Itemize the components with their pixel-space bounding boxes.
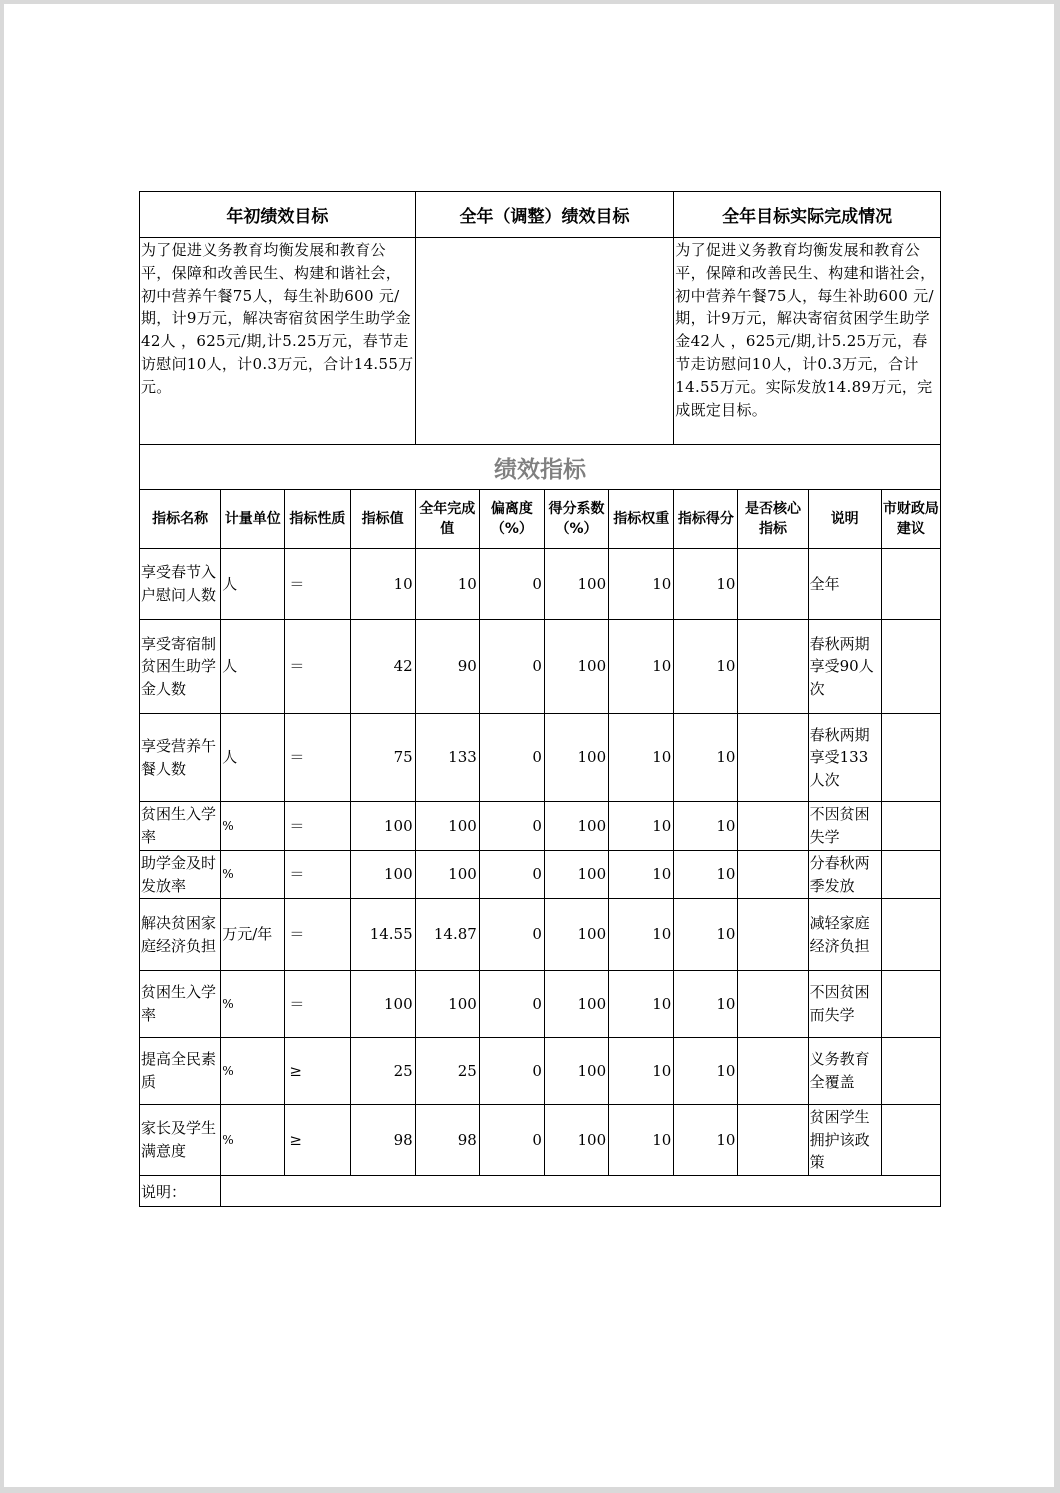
adjusted-goal-text (415, 238, 674, 445)
cell-unit: % (221, 802, 285, 851)
column-header-target-value: 指标值 (350, 490, 415, 549)
cell-nature: ＝ (285, 620, 350, 714)
cell-unit: % (221, 971, 285, 1038)
cell-advice (881, 549, 940, 620)
cell-advice (881, 714, 940, 802)
cell-name: 享受营养午餐人数 (140, 714, 221, 802)
cell-actual: 14.87 (415, 899, 479, 971)
cell-coef: 100 (544, 851, 608, 899)
cell-name: 贫困生入学率 (140, 971, 221, 1038)
cell-score: 10 (674, 802, 738, 851)
cell-advice (881, 899, 940, 971)
cell-deviation: 0 (479, 851, 544, 899)
cell-coef: 100 (544, 1105, 608, 1176)
cell-actual: 98 (415, 1105, 479, 1176)
cell-unit: % (221, 1105, 285, 1176)
column-header-unit: 计量单位 (221, 490, 285, 549)
cell-deviation: 0 (479, 1038, 544, 1105)
cell-nature: ＝ (285, 971, 350, 1038)
cell-unit: 万元/年 (221, 899, 285, 971)
column-header-weight: 指标权重 (609, 490, 674, 549)
column-header-annual-actual: 全年完成值 (415, 490, 479, 549)
cell-unit: % (221, 851, 285, 899)
cell-coef: 100 (544, 971, 608, 1038)
cell-coef: 100 (544, 1038, 608, 1105)
table-row (140, 1105, 941, 1176)
table-row (140, 851, 941, 899)
cell-deviation: 0 (479, 549, 544, 620)
cell-deviation: 0 (479, 620, 544, 714)
cell-weight: 10 (609, 899, 674, 971)
cell-weight: 10 (609, 714, 674, 802)
cell-coef: 100 (544, 549, 608, 620)
column-header-score-coefficient: 得分系数（%） (544, 490, 608, 549)
cell-deviation: 0 (479, 802, 544, 851)
table-row (140, 971, 941, 1038)
cell-score: 10 (674, 549, 738, 620)
column-header-indicator-name: 指标名称 (140, 490, 221, 549)
table-row (140, 802, 941, 851)
cell-core (738, 1105, 808, 1176)
table-row (140, 549, 941, 620)
column-header-deviation: 偏离度（%） (479, 490, 544, 549)
cell-weight: 10 (609, 1038, 674, 1105)
cell-coef: 100 (544, 899, 608, 971)
cell-deviation: 0 (479, 971, 544, 1038)
cell-note: 全年 (808, 549, 881, 620)
footer-note-label: 说明： (140, 1176, 221, 1207)
cell-note: 贫困学生拥护该政策 (808, 1105, 881, 1176)
cell-nature: ＝ (285, 802, 350, 851)
table-row (140, 714, 941, 802)
cell-actual: 25 (415, 1038, 479, 1105)
footer-note-content (221, 1176, 941, 1207)
cell-coef: 100 (544, 714, 608, 802)
cell-advice (881, 971, 940, 1038)
cell-score: 10 (674, 851, 738, 899)
cell-target: 10 (350, 549, 415, 620)
cell-name: 助学金及时发放率 (140, 851, 221, 899)
cell-advice (881, 851, 940, 899)
cell-advice (881, 802, 940, 851)
cell-nature: ≥ (285, 1105, 350, 1176)
column-header-finance-advice: 市财政局建议 (881, 490, 940, 549)
cell-nature: ＝ (285, 851, 350, 899)
cell-score: 10 (674, 620, 738, 714)
cell-score: 10 (674, 1105, 738, 1176)
cell-target: 100 (350, 851, 415, 899)
cell-deviation: 0 (479, 714, 544, 802)
cell-unit: % (221, 1038, 285, 1105)
document-page (4, 4, 1054, 1487)
cell-note: 义务教育全覆盖 (808, 1038, 881, 1105)
cell-weight: 10 (609, 1105, 674, 1176)
table-row (140, 1038, 941, 1105)
cell-target: 100 (350, 802, 415, 851)
table-row (140, 620, 941, 714)
column-header-row (140, 490, 941, 549)
cell-core (738, 971, 808, 1038)
cell-core (738, 802, 808, 851)
cell-note: 春秋两期享受133人次 (808, 714, 881, 802)
cell-name: 贫困生入学率 (140, 802, 221, 851)
header-initial-goal: 年初绩效目标 (140, 192, 416, 238)
indicator-rows (140, 549, 941, 1176)
performance-table (139, 191, 941, 1207)
cell-note: 分春秋两季发放 (808, 851, 881, 899)
cell-name: 家长及学生满意度 (140, 1105, 221, 1176)
cell-name: 解决贫困家庭经济负担 (140, 899, 221, 971)
table-row (140, 899, 941, 971)
cell-target: 42 (350, 620, 415, 714)
cell-core (738, 620, 808, 714)
cell-unit: 人 (221, 714, 285, 802)
cell-actual: 90 (415, 620, 479, 714)
column-header-score: 指标得分 (674, 490, 738, 549)
cell-weight: 10 (609, 549, 674, 620)
cell-deviation: 0 (479, 1105, 544, 1176)
column-header-note: 说明 (808, 490, 881, 549)
cell-note: 春秋两期享受90人次 (808, 620, 881, 714)
cell-nature: ＝ (285, 899, 350, 971)
cell-name: 提高全民素质 (140, 1038, 221, 1105)
cell-coef: 100 (544, 620, 608, 714)
cell-note: 不因贫困失学 (808, 802, 881, 851)
cell-weight: 10 (609, 620, 674, 714)
cell-target: 98 (350, 1105, 415, 1176)
cell-target: 14.55 (350, 899, 415, 971)
cell-target: 75 (350, 714, 415, 802)
cell-score: 10 (674, 1038, 738, 1105)
cell-core (738, 549, 808, 620)
cell-target: 25 (350, 1038, 415, 1105)
cell-deviation: 0 (479, 899, 544, 971)
cell-name: 享受寄宿制贫困生助学金人数 (140, 620, 221, 714)
cell-advice (881, 1038, 940, 1105)
cell-core (738, 714, 808, 802)
cell-actual: 10 (415, 549, 479, 620)
header-actual-completion: 全年目标实际完成情况 (674, 192, 941, 238)
cell-advice (881, 620, 940, 714)
column-header-is-core: 是否核心指标 (738, 490, 808, 549)
cell-nature: ≥ (285, 1038, 350, 1105)
cell-actual: 100 (415, 802, 479, 851)
cell-core (738, 1038, 808, 1105)
cell-target: 100 (350, 971, 415, 1038)
actual-completion-text: 为了促进义务教育均衡发展和教育公平，保障和改善民生、构建和谐社会， 初中营养午餐75人，每生补助600 元/期，计9万元，解决寄宿贫困学生助学金42人 ，625元/期,计5.25万元，春节走访慰问10人，计0.3万元，合计14.55万元。实际发放14.89万元，完成既定目标。 (674, 238, 941, 445)
cell-coef: 100 (544, 802, 608, 851)
cell-actual: 100 (415, 971, 479, 1038)
cell-nature: ＝ (285, 714, 350, 802)
cell-core (738, 851, 808, 899)
cell-unit: 人 (221, 549, 285, 620)
cell-name: 享受春节入户慰问人数 (140, 549, 221, 620)
cell-nature: ＝ (285, 549, 350, 620)
cell-score: 10 (674, 971, 738, 1038)
initial-goal-text: 为了促进义务教育均衡发展和教育公平，保障和改善民生、构建和谐社会， 初中营养午餐75人，每生补助600 元/期，计9万元，解决寄宿贫困学生助学金42人 ，625元/期,计5.25万元，春节走访慰问10人，计0.3万元，合计14.55万元。 (140, 238, 416, 445)
cell-unit: 人 (221, 620, 285, 714)
header-adjusted-goal: 全年（调整）绩效目标 (415, 192, 674, 238)
cell-actual: 100 (415, 851, 479, 899)
cell-weight: 10 (609, 802, 674, 851)
cell-note: 不因贫困而失学 (808, 971, 881, 1038)
performance-indicators-title: 绩效指标 (140, 445, 941, 490)
cell-advice (881, 1105, 940, 1176)
cell-weight: 10 (609, 851, 674, 899)
column-header-nature: 指标性质 (285, 490, 350, 549)
cell-score: 10 (674, 714, 738, 802)
cell-weight: 10 (609, 971, 674, 1038)
cell-core (738, 899, 808, 971)
cell-actual: 133 (415, 714, 479, 802)
cell-score: 10 (674, 899, 738, 971)
cell-note: 减轻家庭经济负担 (808, 899, 881, 971)
